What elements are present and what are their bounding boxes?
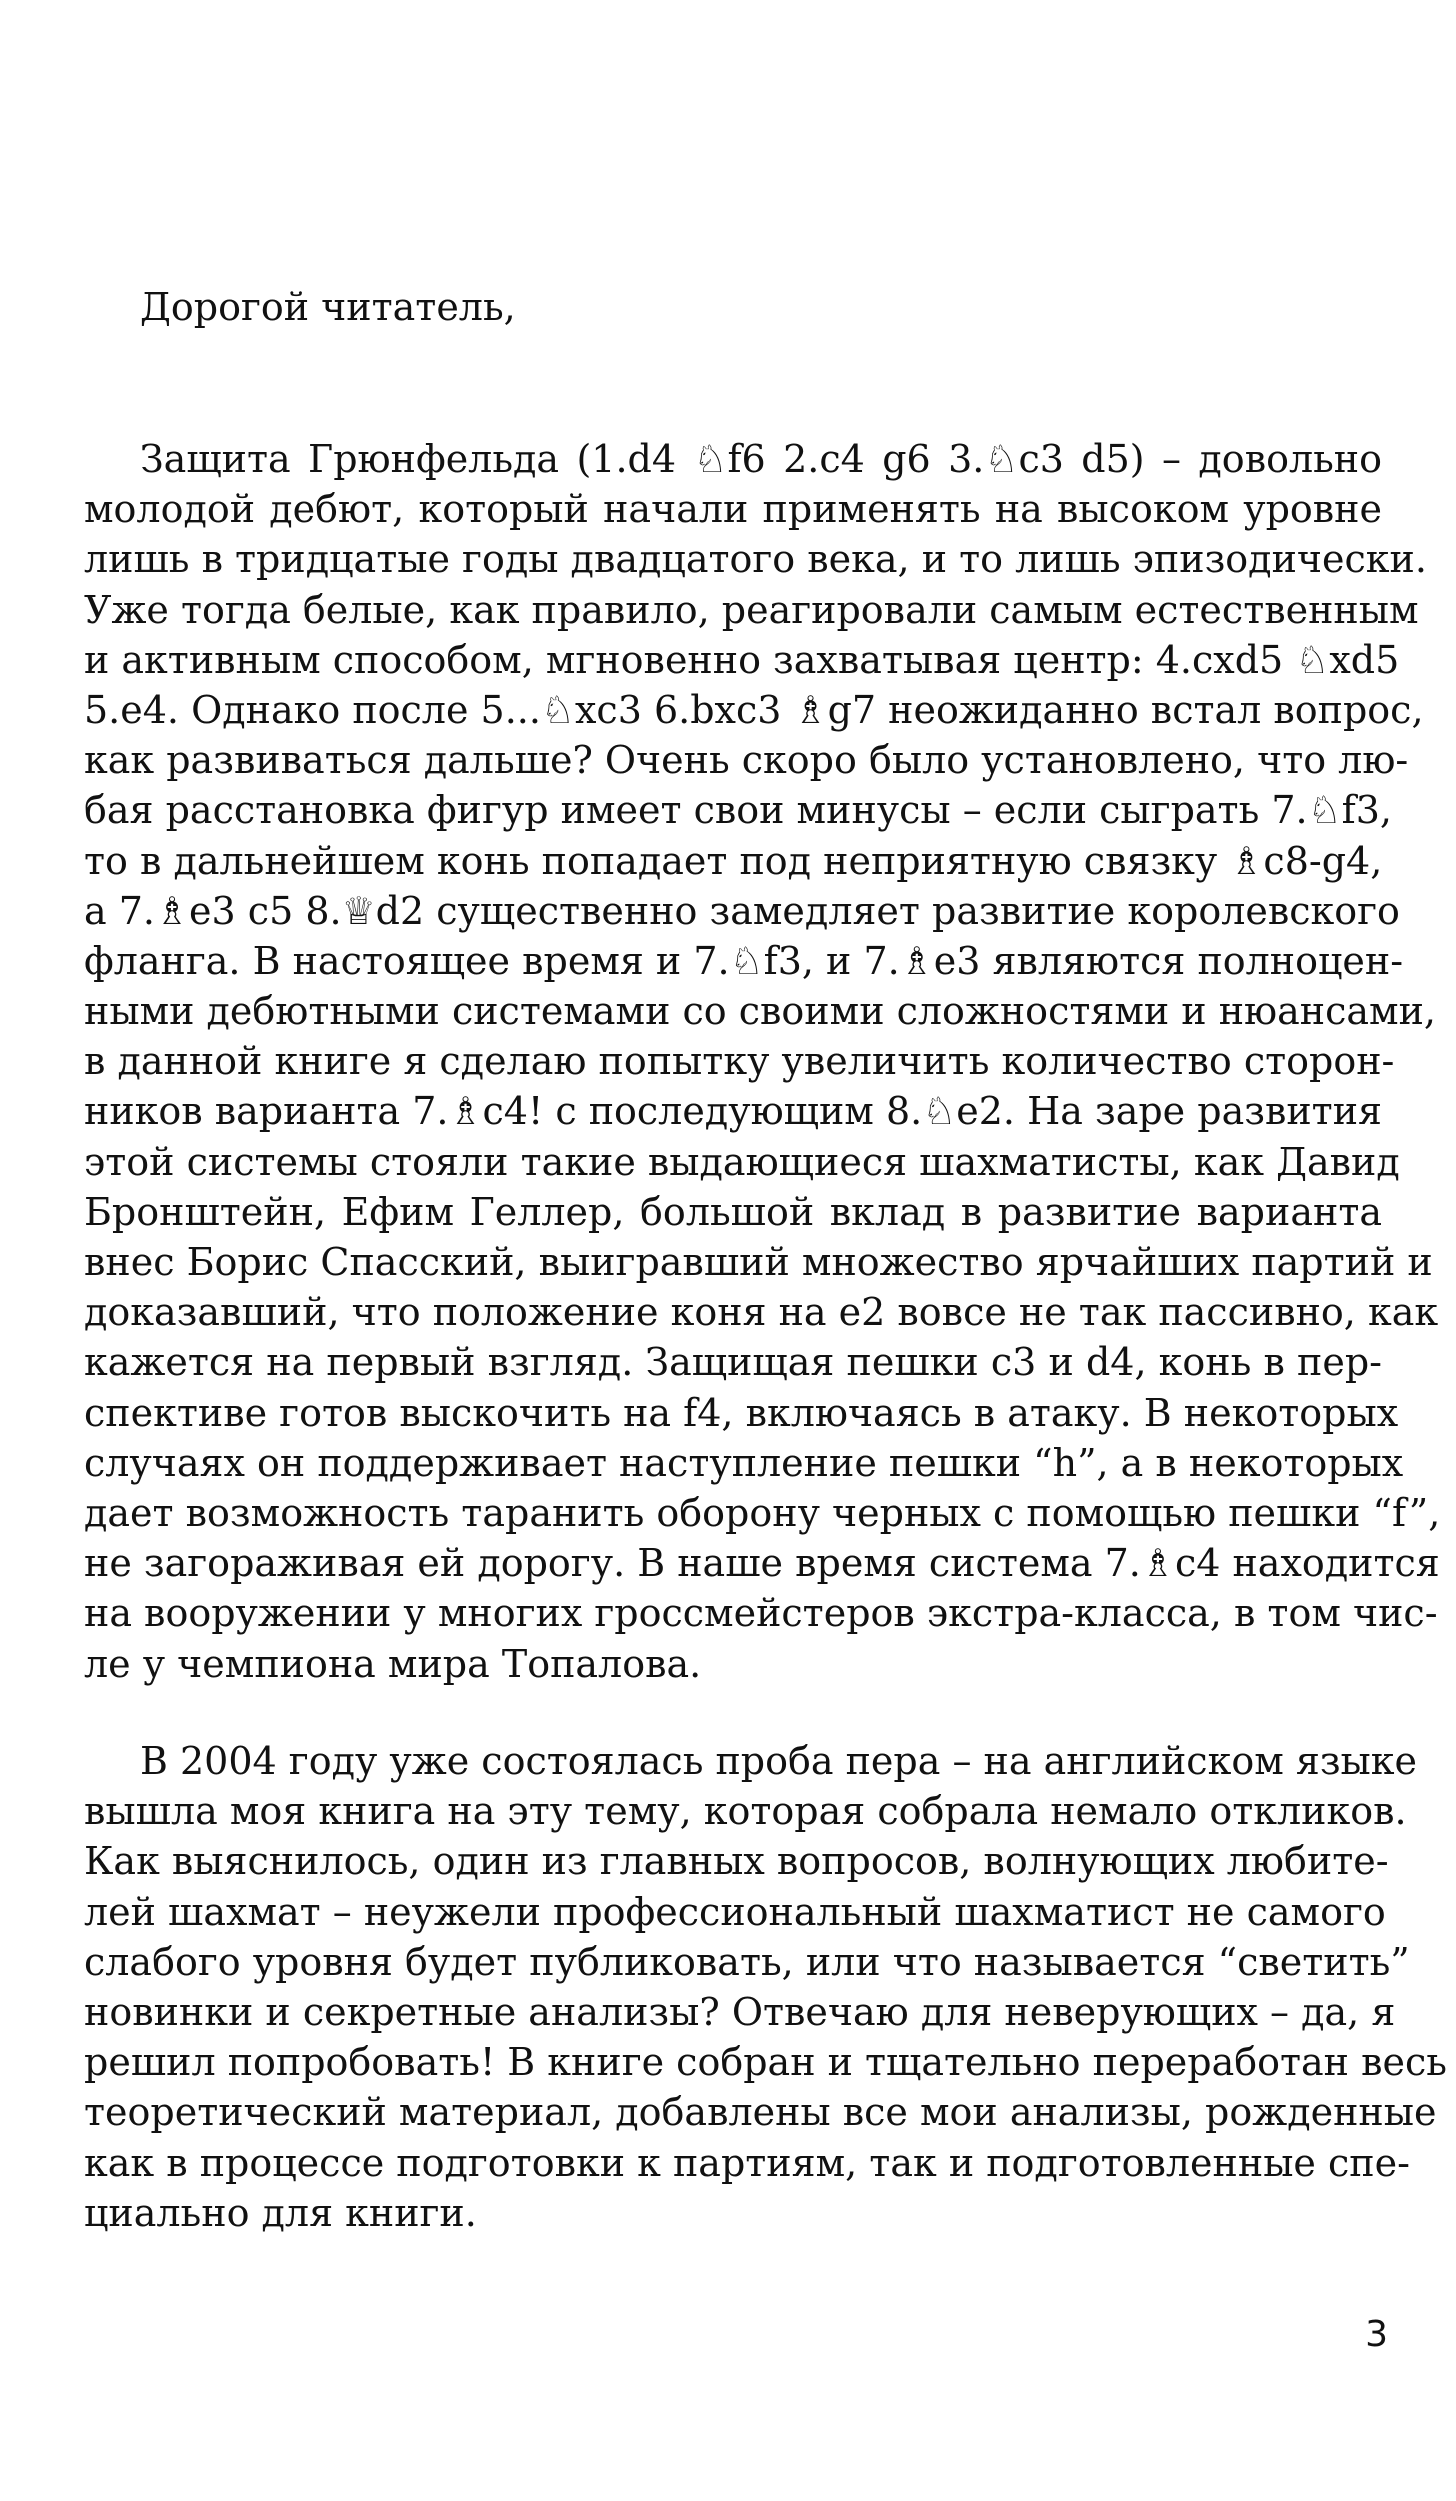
text-line: бая расстановка фигур имеет свои минусы – если сыграть 7.♘f3, [84,788,1392,833]
salutation: Дорогой читатель, [140,285,516,329]
paragraph-book-history [84,1736,1447,2238]
text-line: не загораживая ей дорогу. В наше время система 7.♗c4 находится [84,1541,1440,1586]
text-line: ле у чемпиона мира Топалова. [84,1641,702,1686]
text-line: как в процессе подготовки к партиям, так и подготовленные спе- [84,2140,1410,2185]
text-line: 5.e4. Однако после 5...♘xc3 6.bxc3 ♗g7 неожиданно встал вопрос, [84,687,1424,732]
text-line: лишь в тридцатые годы двадцатого века, и то лишь эпизодически. [84,537,1427,582]
text-line: то в дальнейшем конь попадает под неприятную связку ♗c8-g4, [84,838,1383,883]
text-line: слабого уровня будет публиковать, или что называется “светить” [84,1939,1410,1984]
text-line: внес Борис Спасский, выигравший множество ярчайших партий и [84,1240,1433,1284]
text-line: на вооружении у многих гроссмейстеров экстра-класса, в том чис- [84,1591,1438,1636]
text-line: циально для книги. [84,2190,477,2235]
text-line: Как выяснилось, один из главных вопросов, волнующих любите- [84,1839,1389,1884]
text-line: доказавший, что положение коня на e2 вовсе не так пассивно, как [84,1290,1439,1335]
text-line: теоретический материал, добавлены все мои анализы, рожденные [84,2090,1437,2135]
text-line: молодой дебют, который начали применять на высоком уровне [84,487,1382,532]
text-line: решил попробовать! В книге собран и тщательно переработан весь [84,2040,1447,2085]
text-line: в данной книге я сделаю попытку увеличить количество сторон- [84,1039,1395,1084]
text-line: а 7.♗e3 c5 8.♕d2 существенно замедляет развитие королевского [84,888,1400,933]
text-line: ными дебютными системами со своими сложностями и нюансами, [84,989,1437,1034]
text-line: новинки и секретные анализы? Отвечаю для неверующих – да, я [84,1989,1396,2034]
text-line: лей шахмат – неужели профессиональный шахматист не самого [84,1889,1386,1934]
text-line: Бронштейн, Ефим Геллер, большой вклад в развитие варианта [84,1189,1382,1234]
text-line: и активным способом, мгновенно захватывая центр: 4.cxd5 ♘xd5 [84,637,1400,682]
text-line: Защита Грюнфельда (1.d4 ♘f6 2.c4 g6 3.♘c3 d5) – довольно [140,437,1382,481]
page-number: 3 [1365,2314,1388,2355]
text-line: фланга. В настоящее время и 7.♘f3, и 7.♗e3 являются полноцен- [84,938,1404,983]
text-line: как развиваться дальше? Очень скоро было установлено, что лю- [84,738,1409,783]
text-line: этой системы стояли такие выдающиеся шахматисты, как Давид [84,1139,1400,1184]
text-line: дает возможность таранить оборону черных с помощью пешки “f”, [84,1490,1441,1535]
text-line: ников варианта 7.♗c4! с последующим 8.♘e2. На заре развития [84,1089,1382,1134]
text-line: случаях он поддерживает наступление пешки “h”, а в некоторых [84,1440,1404,1485]
text-line: Уже тогда белые, как правило, реагировали самым естественным [84,587,1419,632]
text-line: кажется на первый взгляд. Защищая пешки c3 и d4, конь в пер- [84,1340,1382,1385]
text-line: спективе готов выскочить на f4, включаясь в атаку. В некоторых [84,1390,1399,1435]
paragraph-grunfeld-intro [84,434,1441,1689]
text-line: В 2004 году уже состоялась проба пера – на английском языке [140,1739,1418,1783]
text-line: вышла моя книга на эту тему, которая собрала немало откликов. [84,1789,1407,1834]
